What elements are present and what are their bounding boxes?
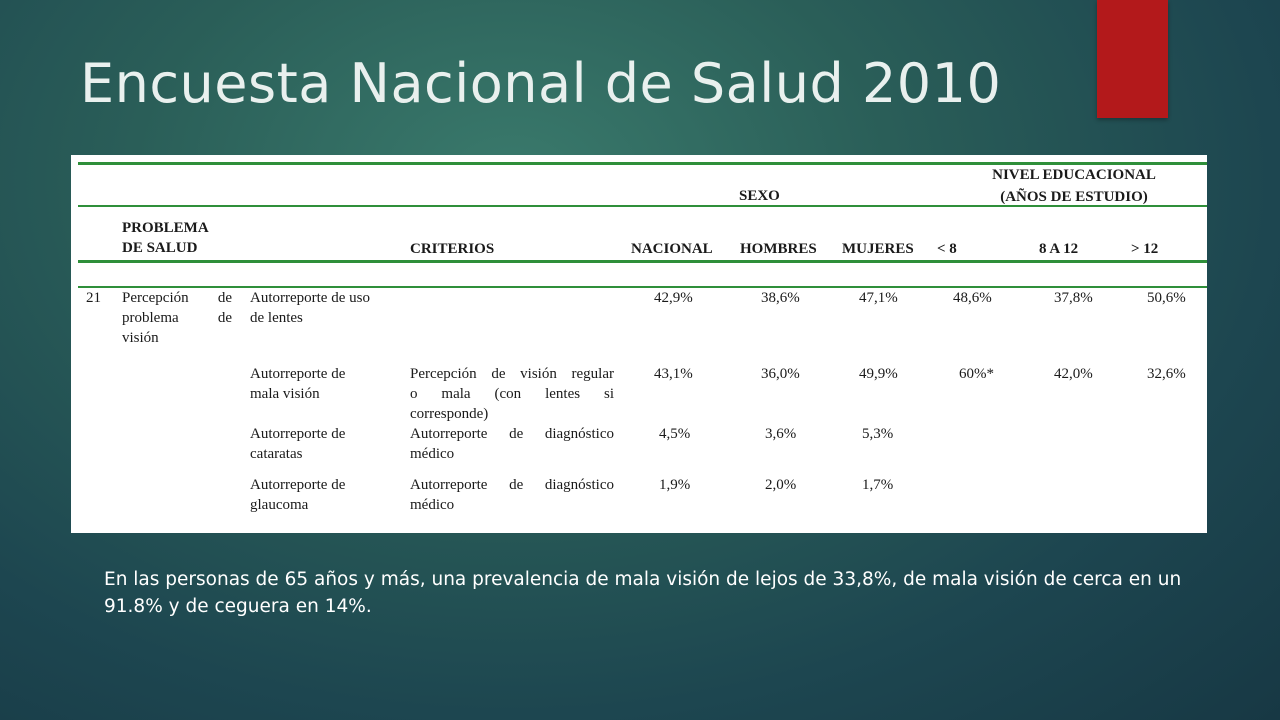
slide-title: Encuesta Nacional de Salud 2010 bbox=[80, 52, 1002, 115]
table-cell-hombres: 36,0% bbox=[761, 366, 800, 382]
table-cell-gt12: 32,6% bbox=[1147, 366, 1186, 382]
problema-word: de bbox=[217, 290, 232, 306]
table-cell-hombres: 3,6% bbox=[765, 426, 797, 442]
group-sexo-header: SEXO bbox=[739, 188, 780, 204]
table-cell-lt8: 48,6% bbox=[953, 290, 992, 306]
group-nivel-header-line1: NIVEL EDUCACIONAL bbox=[992, 167, 1156, 183]
table-row-item: Autorreporte de glaucoma bbox=[250, 477, 346, 513]
slide-caption: En las personas de 65 años y más, una prevalencia de mala visión de lejos de 33,8%, de mala visión de cerca en un 91.8% y de ceguera en 14%. bbox=[104, 569, 1182, 617]
table-row-item: Autorreporte de uso de lentes bbox=[250, 290, 370, 326]
col-mujeres-header: MUJERES bbox=[842, 241, 914, 257]
table-cell-8a12: 37,8% bbox=[1054, 290, 1093, 306]
col-8a12-header: 8 A 12 bbox=[1039, 241, 1079, 257]
row-number: 21 bbox=[86, 290, 101, 306]
group-nivel-header-line2: (AÑOS DE ESTUDIO) bbox=[1000, 189, 1148, 205]
problema-word: de bbox=[217, 310, 232, 326]
problema-word: visión bbox=[122, 330, 159, 346]
table-row-criterio: Autorreporte de diagnóstico médico bbox=[410, 426, 614, 462]
table-row-item: Autorreporte de mala visión bbox=[250, 366, 346, 402]
table-row-criterio: Percepción de visión regular o mala (con lentes si corresponde) bbox=[410, 366, 614, 422]
col-nacional-header: NACIONAL bbox=[631, 241, 713, 257]
table-cell-8a12: 42,0% bbox=[1054, 366, 1093, 382]
table-body-rule bbox=[78, 286, 1207, 288]
problema-word: Percepción bbox=[122, 290, 189, 306]
col-problema-header-line1: PROBLEMA bbox=[122, 220, 209, 236]
table-cell-hombres: 38,6% bbox=[761, 290, 800, 306]
table-cell-nacional: 1,9% bbox=[659, 477, 691, 493]
table-cell-mujeres: 5,3% bbox=[862, 426, 894, 442]
problema-cell bbox=[122, 288, 232, 348]
table-cell-nacional: 42,9% bbox=[654, 290, 693, 306]
table-row-criterio: Autorreporte de diagnóstico médico bbox=[410, 477, 614, 513]
table-cell-mujeres: 49,9% bbox=[859, 366, 898, 382]
col-problema-header-line2: DE SALUD bbox=[122, 240, 198, 256]
table-cell-nacional: 43,1% bbox=[654, 366, 693, 382]
col-lt8-header: < 8 bbox=[937, 241, 957, 257]
col-gt12-header: > 12 bbox=[1131, 241, 1159, 257]
table-cell-nacional: 4,5% bbox=[659, 426, 691, 442]
col-hombres-header: HOMBRES bbox=[740, 241, 817, 257]
table-cell-mujeres: 1,7% bbox=[862, 477, 894, 493]
health-survey-table bbox=[71, 155, 1207, 533]
table-header-rule bbox=[78, 260, 1207, 263]
table-cell-gt12: 50,6% bbox=[1147, 290, 1186, 306]
table-cell-mujeres: 47,1% bbox=[859, 290, 898, 306]
problema-word: problema bbox=[122, 310, 179, 326]
table-cell-hombres: 2,0% bbox=[765, 477, 797, 493]
decorative-red-tab bbox=[1097, 0, 1168, 118]
col-criterios-header: CRITERIOS bbox=[410, 241, 495, 257]
table-cell-lt8: 60%* bbox=[959, 366, 994, 382]
table-row-item: Autorreporte de cataratas bbox=[250, 426, 346, 462]
